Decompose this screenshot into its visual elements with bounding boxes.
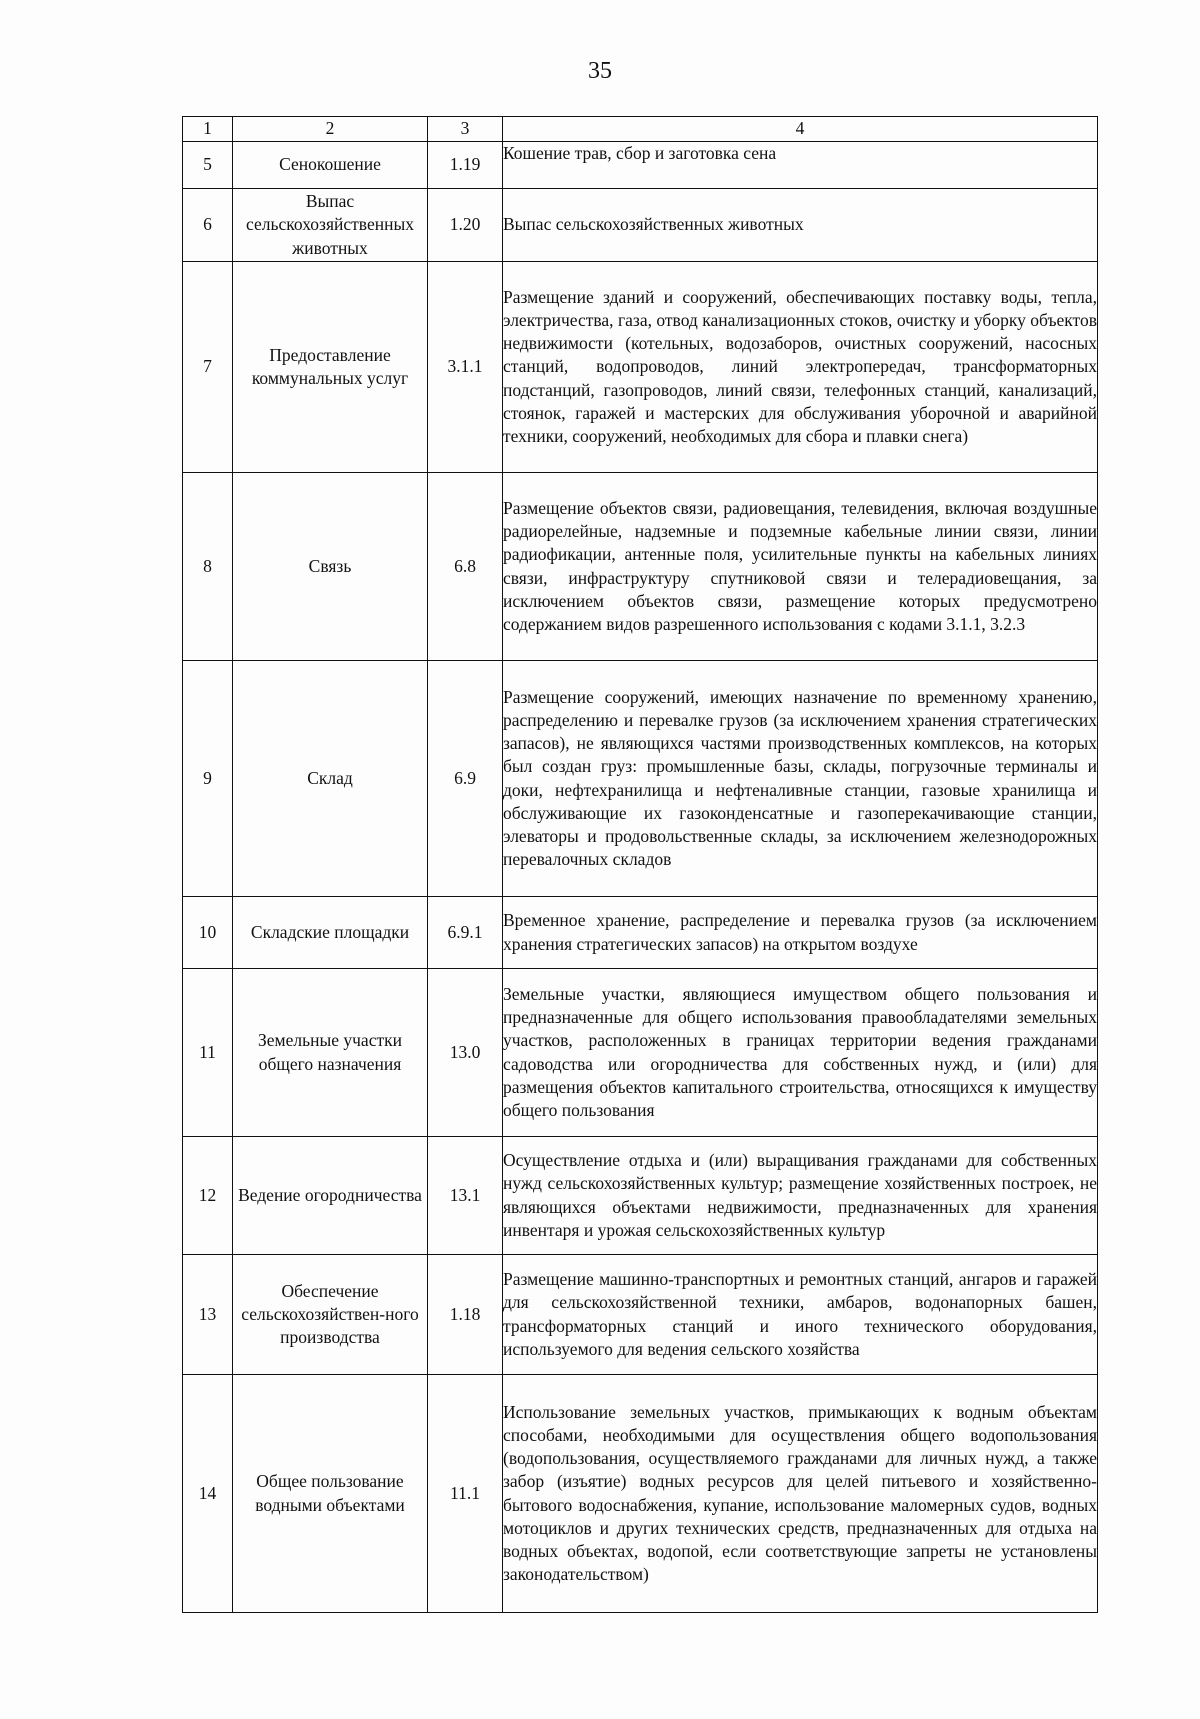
row-number: 12 (183, 1137, 233, 1255)
use-description: Земельные участки, являющиеся имуществом общего пользования и предназначенные для общего использования правообладателями земельных участков, расположенных в границах территории ведения гражданами садоводства или огородничества для собственных нужд, и (или) для размещения объектов капитального строительства, относящихся к имуществу общего пользования (503, 969, 1098, 1137)
table-row (183, 262, 1098, 473)
use-description: Кошение трав, сбор и заготовка сена (503, 142, 1098, 189)
row-number: 10 (183, 897, 233, 969)
use-description: Временное хранение, распределение и перевалка грузов (за исключением хранения стратегических запасов) на открытом воздухе (503, 897, 1098, 969)
use-code: 1.18 (428, 1255, 503, 1375)
table-row (183, 142, 1098, 189)
header-col-1: 1 (183, 117, 233, 142)
use-code: 13.1 (428, 1137, 503, 1255)
page-number: 35 (588, 58, 612, 84)
use-name: Склад (233, 661, 428, 897)
table-row (183, 661, 1098, 897)
row-number: 13 (183, 1255, 233, 1375)
use-name: Земельные участки общего назначения (233, 969, 428, 1137)
use-description: Размещение зданий и сооружений, обеспечивающих поставку воды, тепла, электричества, газа, отвод канализационных стоков, очистку и уборку объектов недвижимости (котельных, водозаборов, очистных сооружений, насосных станций, водопроводов, линий электропередач, трансформаторных подстанций, газопроводов, линий связи, телефонных станций, канализаций, стоянок, гаражей и мастерских для обслуживания уборочной и аварийной техники, сооружений, необходимых для сбора и плавки снега) (503, 262, 1098, 473)
use-code: 3.1.1 (428, 262, 503, 473)
use-name: Общее пользование водными объектами (233, 1375, 428, 1613)
header-col-2: 2 (233, 117, 428, 142)
use-description: Осуществление отдыха и (или) выращивания гражданами для собственных нужд сельскохозяйственных культур; размещение хозяйственных построек, не являющихся объектами недвижимости, предназначенных для хранения инвентаря и урожая сельскохозяйственных культур (503, 1137, 1098, 1255)
table-row (183, 897, 1098, 969)
use-description: Размещение объектов связи, радиовещания, телевидения, включая воздушные радиорелейные, надземные и подземные кабельные линии связи, линии радиофикации, антенные поля, усилительные пункты на кабельных линиях связи, инфраструктуру спутниковой связи и телерадиовещания, за исключением объектов связи, размещение которых предусмотрено содержанием видов разрешенного использования с кодами 3.1.1, 3.2.3 (503, 473, 1098, 661)
use-code: 13.0 (428, 969, 503, 1137)
use-name: Складские площадки (233, 897, 428, 969)
use-name: Связь (233, 473, 428, 661)
header-col-4: 4 (503, 117, 1098, 142)
use-code: 1.20 (428, 189, 503, 262)
row-number: 11 (183, 969, 233, 1137)
table-row (183, 189, 1098, 262)
use-code: 6.8 (428, 473, 503, 661)
use-name: Предоставление коммунальных услуг (233, 262, 428, 473)
table-row (183, 1137, 1098, 1255)
row-number: 5 (183, 142, 233, 189)
table-header-row (183, 117, 1098, 142)
row-number: 8 (183, 473, 233, 661)
use-code: 11.1 (428, 1375, 503, 1613)
use-code: 6.9 (428, 661, 503, 897)
table-row (183, 1375, 1098, 1613)
row-number: 6 (183, 189, 233, 262)
use-name: Обеспечение сельскохозяйствен-ного производства (233, 1255, 428, 1375)
row-number: 9 (183, 661, 233, 897)
use-code: 6.9.1 (428, 897, 503, 969)
use-description: Использование земельных участков, примыкающих к водным объектам способами, необходимыми для осуществления общего водопользования (водопользования, осуществляемого гражданами для личных нужд, а также забор (изъятие) водных ресурсов для целей питьевого и хозяйственно-бытового водоснабжения, купание, использование маломерных судов, водных мотоциклов и других технических средств, предназначенных для отдыха на водных объектах, водопой, если соответствующие запреты не установлены законодательством) (503, 1375, 1098, 1613)
header-col-3: 3 (428, 117, 503, 142)
use-name: Выпас сельскохозяйственных животных (233, 189, 428, 262)
use-description: Размещение машинно-транспортных и ремонтных станций, ангаров и гаражей для сельскохозяйственной техники, амбаров, водонапорных башен, трансформаторных станций и иного технического оборудования, используемого для ведения сельского хозяйства (503, 1255, 1098, 1375)
table-row (183, 1255, 1098, 1375)
permitted-use-table (182, 116, 1098, 1613)
table-row (183, 969, 1098, 1137)
use-name: Сенокошение (233, 142, 428, 189)
use-description: Выпас сельскохозяйственных животных (503, 189, 1098, 262)
row-number: 7 (183, 262, 233, 473)
use-name: Ведение огородничества (233, 1137, 428, 1255)
row-number: 14 (183, 1375, 233, 1613)
use-code: 1.19 (428, 142, 503, 189)
use-description: Размещение сооружений, имеющих назначение по временному хранению, распределению и перевалке грузов (за исключением хранения стратегических запасов), не являющихся частями производственных комплексов, на которых был создан груз: промышленные базы, склады, погрузочные терминалы и доки, нефтехранилища и нефтеналивные станции, газовые хранилища и обслуживающие их газоконденсатные и газоперекачивающие станции, элеваторы и продовольственные склады, за исключением железнодорожных перевалочных складов (503, 661, 1098, 897)
table-row (183, 473, 1098, 661)
